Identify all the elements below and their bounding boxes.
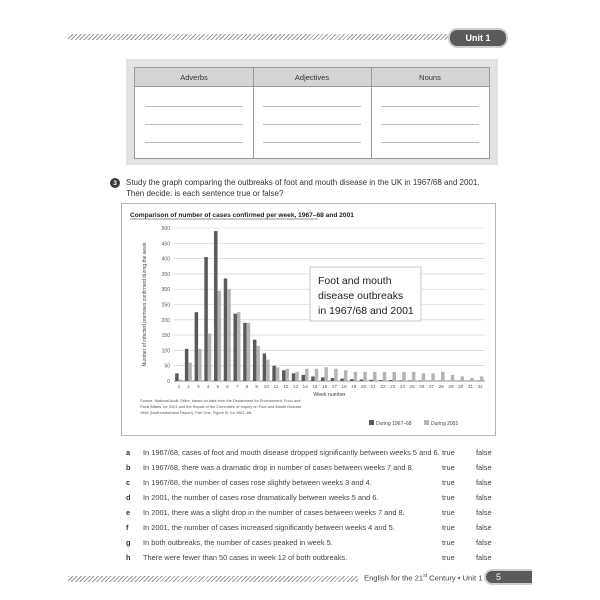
sentence-text: In 1967/68, there was a dramatic drop in number of cases between weeks 7 and 8. [143, 463, 414, 472]
sentence-row [126, 477, 496, 489]
bar-2001 [402, 372, 405, 381]
bar-1967 [292, 373, 295, 381]
y-tick-label: 250 [161, 302, 170, 309]
bar-2001 [266, 360, 269, 381]
exercise-number-badge: 3 [110, 178, 120, 188]
bar-1967 [233, 314, 236, 381]
x-tick-label: 23 [390, 384, 396, 389]
bar-2001 [422, 373, 425, 381]
header-hatch-rule [68, 34, 448, 40]
x-tick-label: 29 [448, 384, 454, 389]
book-title-main: English for the 21 [364, 573, 424, 583]
bar-1967 [321, 377, 324, 381]
y-tick-label: 150 [161, 333, 170, 340]
bar-2001 [188, 363, 191, 381]
sentence-row [126, 462, 496, 474]
bar-2001 [451, 375, 454, 381]
true-option[interactable]: true [442, 538, 455, 547]
y-tick-label: 100 [161, 348, 170, 355]
false-option[interactable]: false [476, 448, 492, 457]
bar-1967 [253, 340, 256, 381]
unit-label: Unit 1 [448, 28, 508, 48]
instruction-line: Study the graph comparing the outbreaks of foot and mouth disease in the UK in 1967/68 and 2001. [126, 178, 480, 187]
write-line[interactable] [145, 106, 243, 107]
x-tick-label: 19 [351, 384, 357, 389]
write-line[interactable] [381, 142, 479, 143]
false-option[interactable]: false [476, 553, 492, 562]
y-tick-label: 50 [164, 363, 170, 370]
write-line[interactable] [145, 142, 243, 143]
true-option[interactable]: true [442, 508, 455, 517]
x-tick-label: 4 [206, 384, 210, 389]
x-tick-label: 17 [331, 384, 337, 389]
bar-2001 [441, 372, 444, 381]
false-option[interactable]: false [476, 463, 492, 472]
x-tick-label: 9 [255, 384, 258, 389]
x-tick-label: 2 [187, 384, 190, 389]
sentence-row [126, 552, 496, 564]
legend-label: During 1967–68 [376, 421, 412, 427]
write-line[interactable] [263, 124, 361, 125]
x-tick-label: 12 [283, 384, 289, 389]
true-option[interactable]: true [442, 478, 455, 487]
annotation-text: in 1967/68 and 2001 [318, 305, 414, 317]
book-title [364, 573, 482, 583]
x-tick-label: 27 [428, 384, 435, 389]
annotation-text: disease outbreaks [318, 290, 404, 302]
bar-2001 [208, 334, 211, 381]
x-tick-label: 22 [380, 384, 386, 389]
x-tick-label: 3 [197, 384, 200, 389]
sentence-text: In 2001, the number of cases rose dramatically between weeks 5 and 6. [143, 493, 379, 502]
sentence-text: In 1967/68, the number of cases rose slightly between weeks 3 and 4. [143, 478, 372, 487]
x-tick-label: 20 [360, 384, 367, 389]
y-tick-label: 300 [161, 287, 170, 294]
table-header-adverbs: Adverbs [135, 68, 253, 87]
legend-swatch [424, 420, 429, 425]
sentence-letter: a [126, 448, 131, 457]
bar-1967 [408, 380, 411, 381]
bar-1967 [340, 379, 343, 381]
bar-2001 [373, 372, 376, 381]
x-tick-label: 24 [399, 384, 405, 389]
bar-1967 [224, 278, 227, 381]
sentence-row [126, 492, 496, 504]
true-option[interactable]: true [442, 493, 455, 502]
bar-1967 [331, 378, 334, 381]
bar-1967 [263, 353, 266, 381]
x-tick-label: 6 [226, 384, 229, 389]
x-tick-label: 14 [302, 384, 308, 389]
false-option[interactable]: false [476, 493, 492, 502]
sentence-row [126, 537, 496, 549]
instruction-line: Then decide: is each sentence true or false? [126, 189, 284, 198]
sentence-letter: f [126, 523, 129, 532]
x-tick-label: 8 [245, 384, 249, 389]
x-tick-label: 30 [458, 384, 464, 389]
bar-2001 [324, 367, 327, 381]
x-axis-label: Week number [313, 392, 346, 398]
bar-2001 [412, 372, 415, 381]
bar-2001 [461, 376, 464, 381]
table-divider [253, 68, 254, 158]
write-line[interactable] [145, 124, 243, 125]
chart-title: Comparison of number of cases confirmed per week, 1967–68 and 2001 [130, 212, 354, 219]
bar-1967 [389, 380, 392, 381]
bar-1967 [350, 379, 353, 381]
bar-2001 [179, 379, 182, 381]
book-title-rest: Century • Unit 1 [427, 573, 483, 583]
y-tick-label: 450 [161, 241, 170, 248]
false-option[interactable]: false [476, 478, 492, 487]
x-tick-label: 28 [438, 384, 444, 389]
legend-label: During 2001 [431, 421, 459, 427]
bar-2001 [354, 372, 357, 381]
bar-2001 [392, 372, 395, 381]
bar-1967 [360, 379, 363, 381]
sentence-text: There were fewer than 50 cases in week 12 of both outbreaks. [143, 553, 348, 562]
bar-2001 [470, 378, 473, 381]
table-divider [371, 68, 372, 158]
bar-2001 [363, 372, 366, 381]
bar-2001 [286, 369, 289, 381]
x-tick-label: 32 [477, 384, 483, 389]
x-tick-label: 25 [409, 384, 415, 389]
x-tick-label: 1 [177, 384, 181, 389]
bar-2001 [344, 370, 347, 381]
sentence-letter: g [126, 538, 131, 547]
sentence-row [126, 507, 496, 519]
bar-1967 [282, 370, 285, 381]
y-tick-label: 350 [161, 271, 170, 278]
bar-chart [122, 204, 495, 435]
false-option[interactable]: false [476, 538, 492, 547]
bar-1967 [243, 323, 246, 381]
y-axis-label: Number of infected premises confirmed during the week [142, 242, 148, 367]
bar-2001 [276, 367, 279, 381]
bar-2001 [247, 323, 250, 381]
y-tick-label: 0 [167, 379, 170, 385]
sentence-letter: h [126, 553, 131, 562]
bar-2001 [227, 289, 230, 381]
bar-2001 [431, 373, 434, 381]
true-option[interactable]: true [442, 523, 455, 532]
bar-2001 [237, 312, 240, 381]
sentence-text: In both outbreaks, the number of cases peaked in week 5. [143, 538, 333, 547]
bar-2001 [383, 372, 386, 381]
book-title-sup: st [423, 573, 427, 579]
bar-1967 [418, 380, 421, 381]
bar-1967 [399, 380, 402, 381]
exercise-instruction [126, 177, 506, 199]
x-tick-label: 31 [467, 384, 473, 389]
y-tick-label: 500 [161, 226, 170, 232]
x-tick-label: 5 [216, 384, 220, 389]
bar-1967 [195, 312, 198, 381]
vocab-table-panel [126, 59, 498, 165]
x-tick-label: 26 [419, 384, 425, 389]
bar-1967 [370, 380, 373, 381]
bar-1967 [379, 380, 382, 381]
page-number [484, 569, 532, 585]
bar-2001 [256, 346, 259, 381]
x-tick-label: 10 [263, 384, 269, 389]
x-tick-label: 18 [341, 384, 347, 389]
bar-2001 [480, 376, 483, 381]
sentence-text: In 2001, the number of cases increased significantly between weeks 4 and 5. [143, 523, 395, 532]
x-tick-label: 11 [273, 384, 279, 389]
bar-1967 [185, 349, 188, 381]
bar-1967 [311, 376, 314, 381]
table-header-nouns: Nouns [371, 68, 489, 87]
page-number-text: 5 [496, 572, 502, 582]
bar-2001 [198, 349, 201, 381]
sentence-text: In 1967/68, cases of foot and mouth disease dropped significantly between weeks 5 and 6. [143, 448, 440, 457]
x-tick-label: 16 [322, 384, 328, 389]
bar-1967 [175, 373, 178, 381]
write-line[interactable] [381, 124, 479, 125]
y-tick-label: 200 [161, 317, 170, 324]
sentence-letter: e [126, 508, 131, 517]
vocab-table [134, 67, 490, 159]
write-line[interactable] [263, 106, 361, 107]
bar-1967 [302, 375, 305, 381]
true-option[interactable]: true [442, 463, 455, 472]
footer-hatch-rule [68, 576, 358, 582]
x-tick-label: 13 [292, 384, 299, 389]
bar-1967 [214, 231, 217, 381]
annotation-text: Foot and mouth [318, 275, 392, 287]
sentence-row [126, 522, 496, 534]
true-option[interactable]: true [442, 448, 455, 457]
sentence-letter: c [126, 478, 131, 487]
legend-swatch [369, 420, 374, 425]
chart-frame [121, 203, 496, 436]
bar-1967 [272, 366, 275, 381]
bar-2001 [218, 291, 221, 381]
x-tick-label: 15 [312, 384, 318, 389]
sentence-letter: b [126, 463, 131, 472]
source-note: Rural Affairs, for 2001 and the Report of the Committee of Inquiry on Foot-and-Mouth Disease [140, 404, 302, 409]
y-tick-label: 400 [161, 256, 170, 263]
source-note: Source: National Audit Office, based on data from the Department for Environment, Food and [140, 398, 301, 403]
true-option[interactable]: true [442, 553, 455, 562]
table-header-adjectives: Adjectives [253, 68, 371, 87]
sentence-text: In 2001, there was a slight drop in the number of cases between weeks 7 and 8. [143, 508, 405, 517]
bar-2001 [305, 369, 308, 381]
write-line[interactable] [381, 106, 479, 107]
sentence-row [126, 447, 496, 459]
write-line[interactable] [263, 142, 361, 143]
false-option[interactable]: false [476, 523, 492, 532]
x-tick-label: 21 [370, 384, 376, 389]
source-note: 1968 (Northumberland Report), Part One, Figure III, for 1967–68. [140, 410, 253, 415]
sentence-letter: d [126, 493, 131, 502]
bar-2001 [334, 369, 337, 381]
bar-1967 [204, 257, 207, 381]
bar-2001 [315, 369, 318, 381]
bar-2001 [295, 372, 298, 381]
false-option[interactable]: false [476, 508, 492, 517]
x-tick-label: 7 [235, 384, 239, 389]
